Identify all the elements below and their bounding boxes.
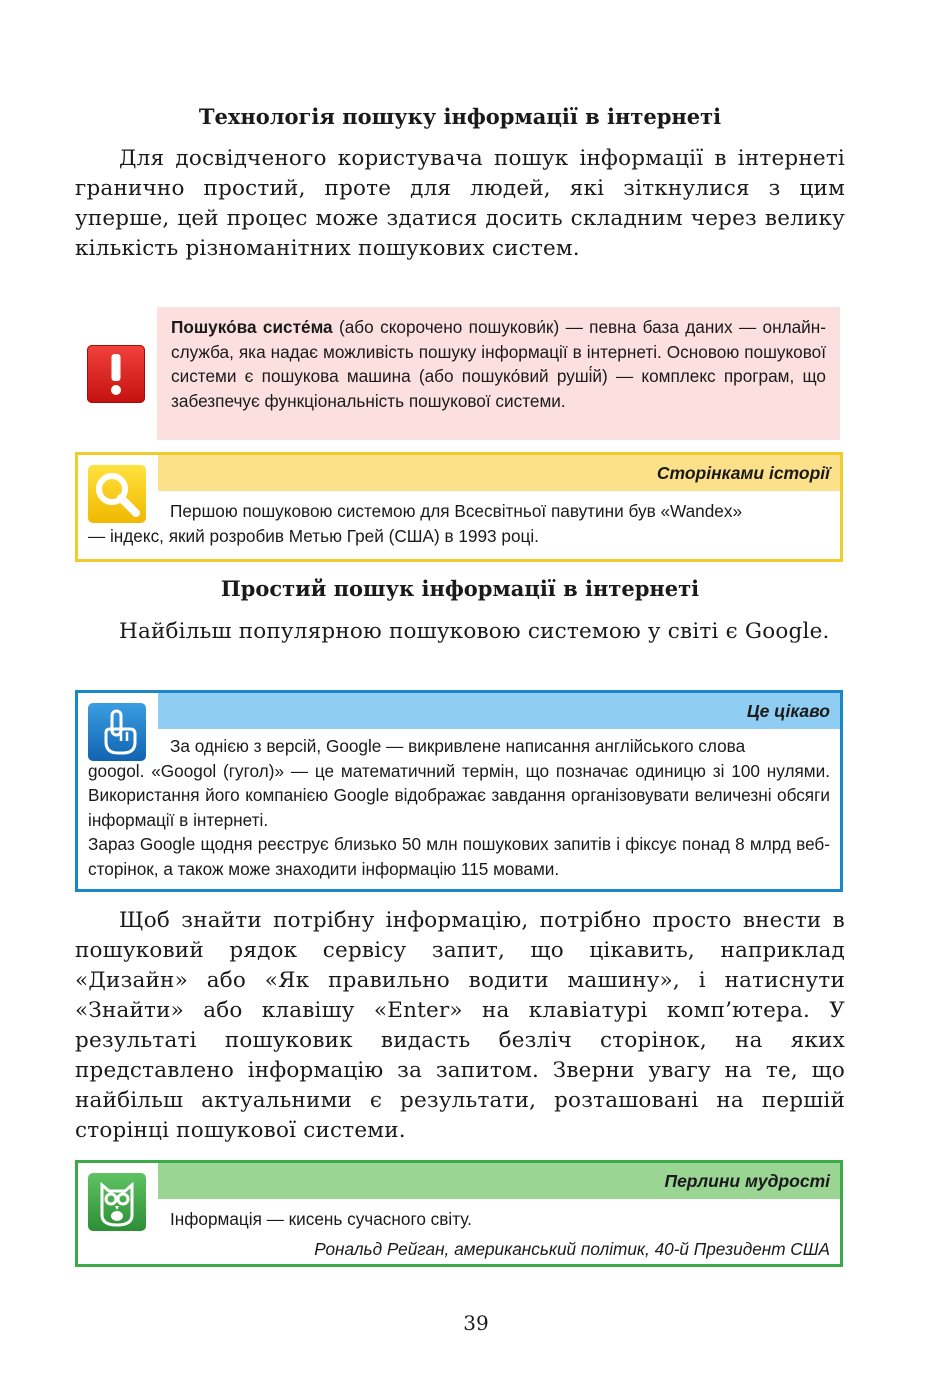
definition-box [157, 307, 840, 440]
search-instructions-paragraph: Щоб знайти потрібну інформацію, потрібно просто внести в пошуковий рядок сервісу запит, що цікавить, наприклад «Дизайн» або «Як правильно водити машину», і натиснути «Знайти» або клавішу «Enter» на клавіатурі комп’ютера. У результаті пошуковик видасть безліч сторінок, на яких представлено інформацію за запитом. Зверни увагу на те, що найбільш актуальними є результати, розташовані на першій сторінці пошукової системи. [75, 908, 845, 1143]
wisdom-quote: Інформація — кисень сучасного світу. [170, 1209, 472, 1229]
history-line-2: — індекс, який розробив Метью Грей (США) в 1993 році. [88, 525, 539, 546]
fact-box-text [88, 734, 830, 881]
fact-line-1: За однією з версій, Google — викривлене написання англійського слова [170, 736, 746, 756]
wisdom-box [75, 1160, 843, 1267]
wisdom-author: Рональд Рейган, американський політик, 40-й Президент США [314, 1239, 830, 1259]
history-box-text [88, 499, 830, 548]
wisdom-quote-wrap [88, 1207, 830, 1232]
intro-paragraph: Для досвідченого користувача пошук інформації в інтернеті гранично простий, проте для людей, які зіткнулися з цим уперше, цей процес може здатися досить складним через велику кількість різноманітних пошукових систем. [75, 146, 845, 261]
history-line-1: Першою пошуковою системою для Всесвітньої павутини був «Wandex» [170, 501, 743, 521]
definition-text: (або скорочено пошукови́к) — певна база даних — онлайн-служба, яка надає можливість пошуку інформації в інтернеті. Основою пошукової системи є пошукова машина (або пошуко́вий руші́й) — комплекс програм, що забезпечує функціональність пошукової системи. [171, 317, 826, 411]
page-number: 39 [463, 1311, 489, 1335]
wisdom-box-title: Перлини мудрості [158, 1163, 840, 1199]
history-box [75, 452, 843, 562]
section-heading-simple-search: Простий пошук інформації в інтернеті [220, 576, 700, 601]
fact-extra: Зараз Google щодня реєструє близько 50 млн пошукових запитів і фіксує понад 8 млрд веб-сторінок, а також може знаходити інформацію 115 мовами. [88, 834, 830, 879]
fact-rest: googol. «Googol (гугол)» — це математичний термін, що позначає одиницю зі 100 нулями. Використання його компанією Google відображає завдання організовувати величезні обсяги інформації в інтернеті. [88, 760, 830, 830]
definition-term: Пошуко́ва систе́ма [171, 317, 333, 337]
fact-box [75, 690, 843, 892]
section-heading-search-technology: Технологія пошуку інформації в інтернеті [198, 104, 722, 129]
fact-box-title: Це цікаво [158, 693, 840, 729]
history-box-title: Сторінками історії [158, 455, 840, 491]
google-paragraph: Найбільш популярною пошуковою системою у світі є Google. [119, 619, 830, 644]
exclamation-icon [87, 345, 145, 403]
